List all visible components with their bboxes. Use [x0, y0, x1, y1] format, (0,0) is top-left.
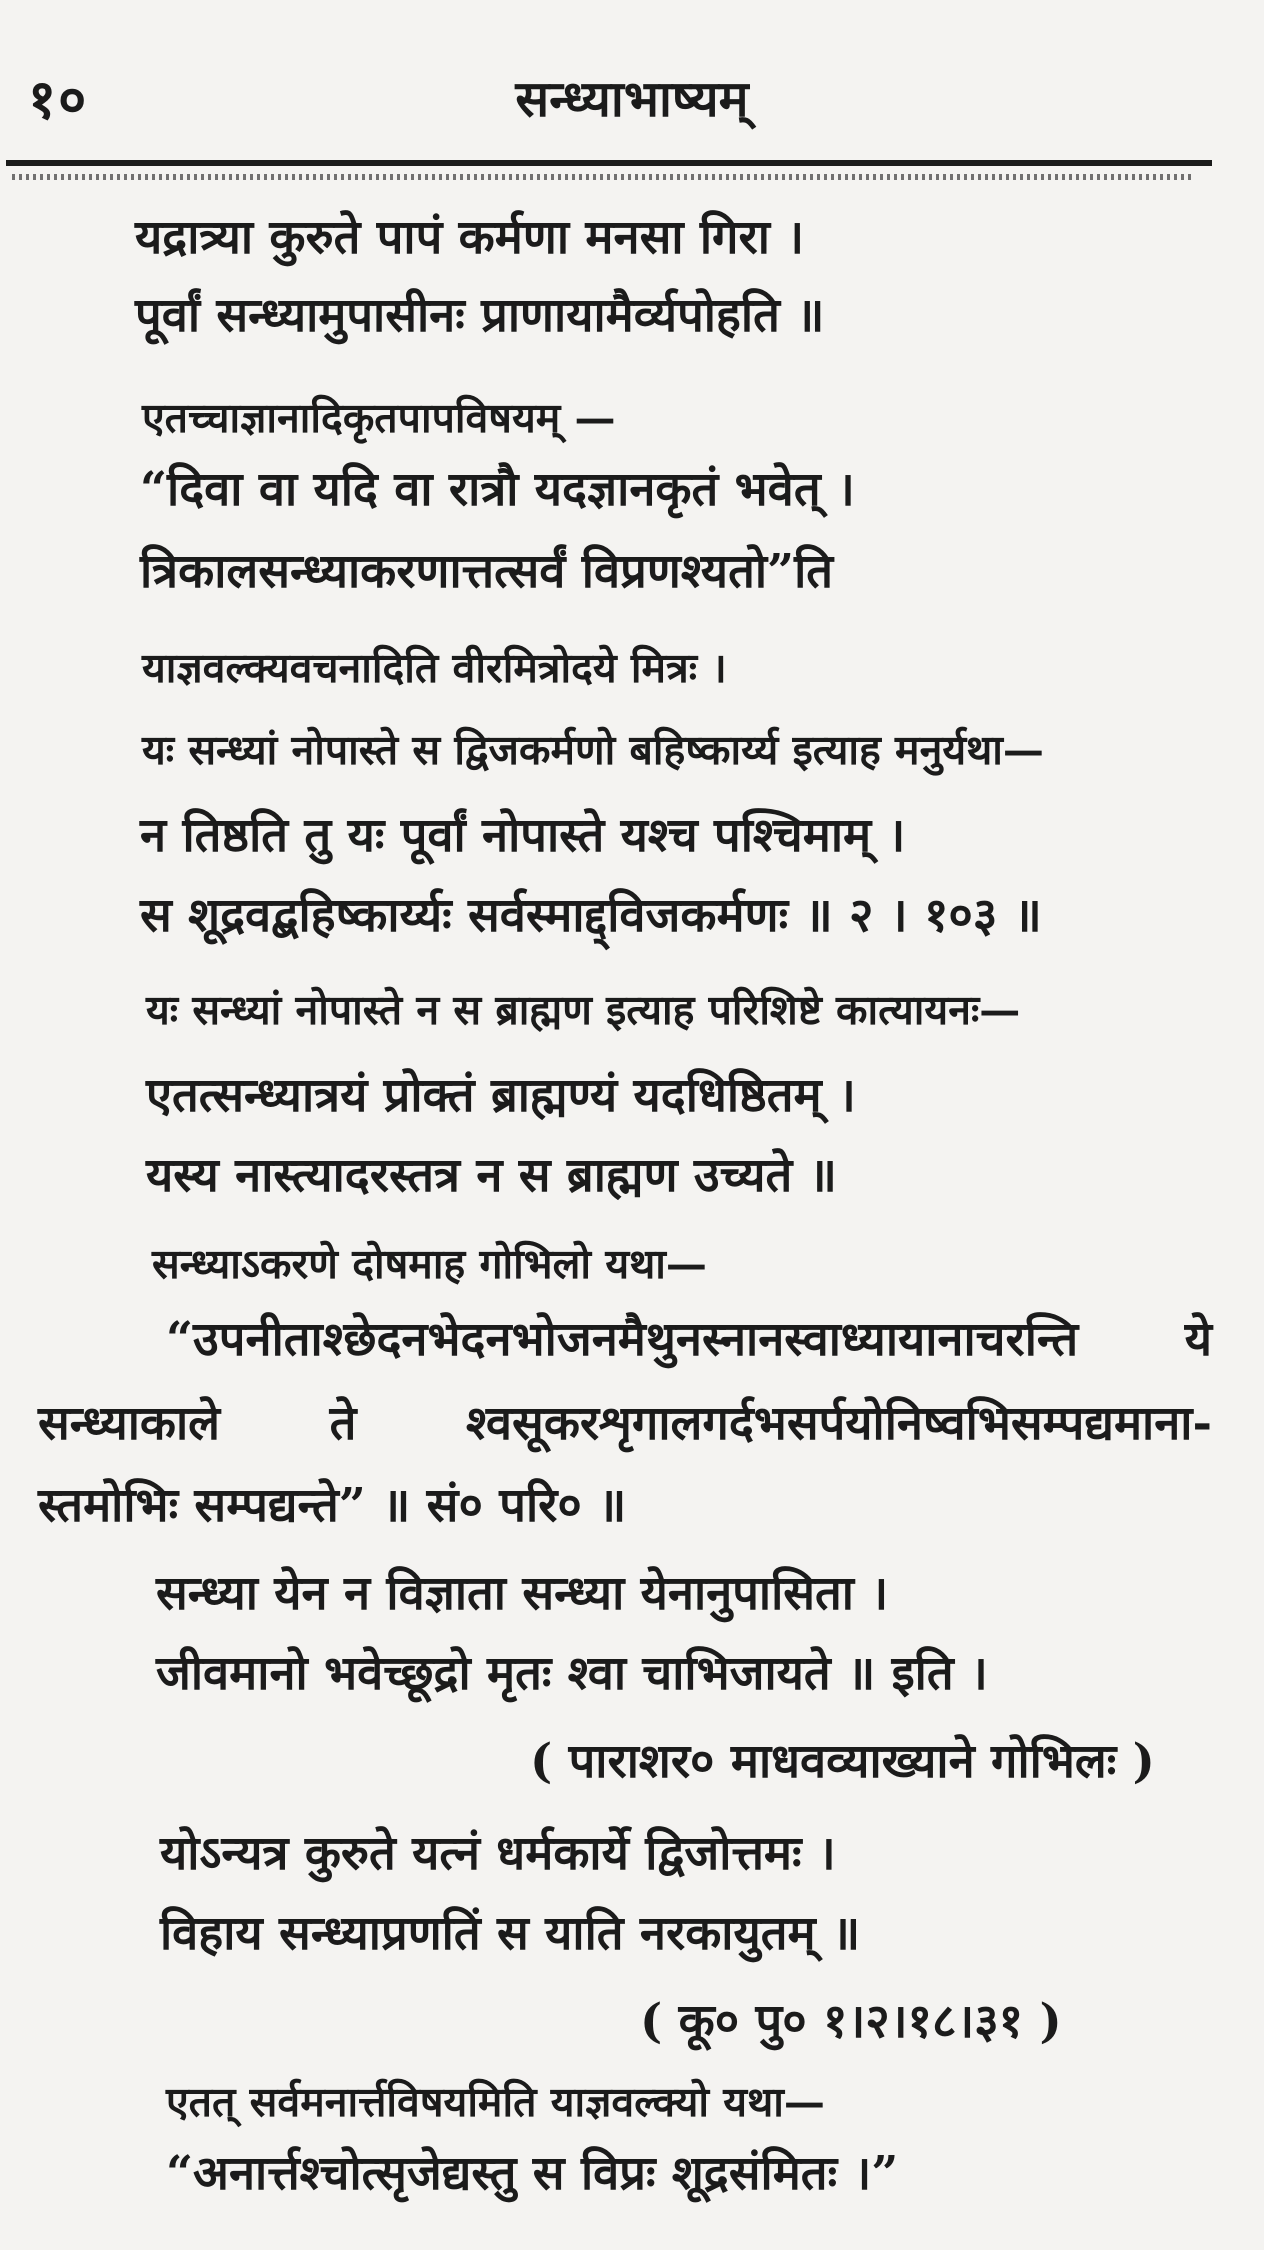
source-citation: ( कू० पु० १।२।१८।३१ ) [640, 1994, 1062, 2049]
verse-line: जीवमानो भवेच्छूद्रो मृतः श्वा चाभिजायते ॥ इति । [156, 1646, 988, 1701]
quoted-prose-line: सन्ध्याकाले ते श्वसूकरशृगालगर्दभसर्पयोनिष्वभिसम्पद्यमाना- [38, 1396, 1212, 1451]
verse-line: एतत्सन्ध्यात्रयं प्रोक्तं ब्राह्मण्यं यदधिष्ठितम् । [146, 1068, 856, 1123]
verse-line: सन्ध्या येन न विज्ञाता सन्ध्या येनानुपासिता । [156, 1566, 889, 1621]
quoted-prose-line: स्तमोभिः सम्पद्यन्ते” ॥ सं० परि० ॥ [38, 1478, 627, 1533]
prose-line: यः सन्ध्यां नोपास्ते स द्विजकर्मणो बहिष्कार्य्य इत्याह मनुर्यथा— [142, 726, 1044, 774]
verse-line: पूर्वां सन्ध्यामुपासीनः प्राणायामैर्व्यपोहति ॥ [135, 288, 825, 343]
prose-line: एतत् सर्वमनार्त्तविषयमिति याज्ञवल्क्यो यथा— [166, 2078, 825, 2126]
quoted-verse-line: “अनार्त्तश्चोत्सृजेद्यस्तु स विप्रः शूद्रसंमितः ।” [166, 2146, 899, 2201]
header-wavy-rule [12, 174, 1192, 180]
page-header [0, 0, 1264, 190]
quoted-prose-line: “उपनीताश्छेदनभेदनभोजनमैथुनस्नानस्वाध्यायानाचरन्ति ये [166, 1312, 1212, 1367]
prose-line: सन्ध्याऽकरणे दोषमाह गोभिलो यथा— [152, 1240, 707, 1288]
verse-line: विहाय सन्ध्याप्रणतिं स याति नरकायुतम् ॥ [160, 1906, 861, 1961]
prose-line: यः सन्ध्यां नोपास्ते न स ब्राह्मण इत्याह परिशिष्टे कात्यायनः— [146, 986, 1021, 1034]
running-title: सन्ध्याभाष्यम् [515, 69, 749, 128]
prose-line: एतच्चाज्ञानादिकृतपापविषयम् — [142, 394, 616, 442]
verse-line: यद्रात्र्या कुरुते पापं कर्मणा मनसा गिरा । [135, 210, 805, 265]
verse-line: यस्य नास्त्यादरस्तत्र न स ब्राह्मण उच्यते ॥ [146, 1148, 837, 1203]
prose-line: याज्ञवल्क्यवचनादिति वीरमित्रोदये मित्रः । [142, 644, 727, 692]
page-number: १० [28, 67, 89, 131]
quoted-verse-line: त्रिकालसन्ध्याकरणात्तत्सर्वं विप्रणश्यतो”ति [140, 544, 834, 599]
source-citation: ( पाराशर० माधवव्याख्याने गोभिलः ) [530, 1734, 1155, 1789]
verse-line: न तिष्ठति तु यः पूर्वां नोपास्ते यश्च पश्चिमाम् । [140, 808, 906, 863]
header-rule [6, 160, 1212, 166]
quoted-verse-line: “दिवा वा यदि वा रात्रौ यदज्ञानकृतं भवेत् । [140, 462, 855, 517]
verse-line: योऽन्यत्र कुरुते यत्नं धर्मकार्ये द्विजोत्तमः । [160, 1826, 836, 1881]
verse-line: स शूद्रवद्बहिष्कार्य्यः सर्वस्माद्द्विजकर्मणः ॥ २ । १०३ ॥ [140, 888, 1042, 943]
